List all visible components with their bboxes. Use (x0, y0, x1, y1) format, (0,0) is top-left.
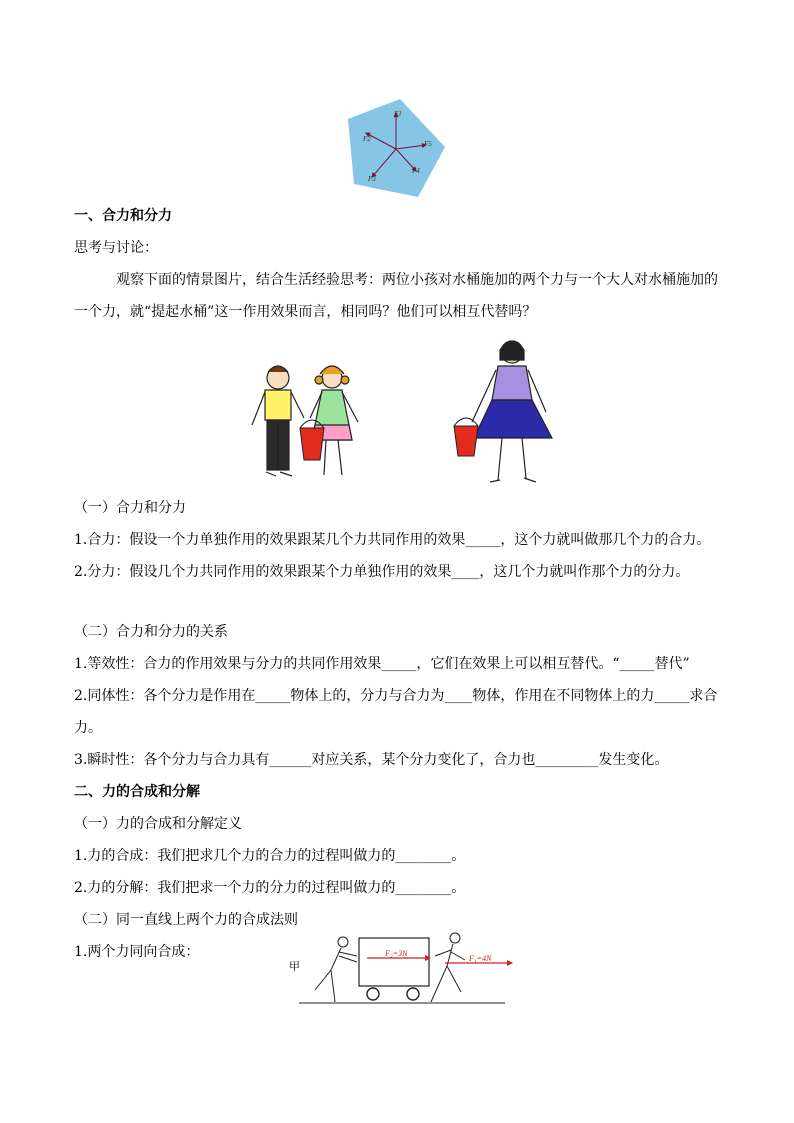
cart-box (359, 938, 429, 986)
item-resultant-force: 1.合力：假设一个力单独作用的效果跟某几个力共同作用的效果_____，这个力就叫做那几个力的合力。 (74, 532, 711, 548)
woman-figure (472, 341, 552, 482)
item-same-direction: 1.两个力同向合成： (74, 944, 200, 960)
item-instantaneity: 3.瞬时性：各个分力与合力具有______对应关系，某个分力变化了，合力也_________发生变化。 (74, 752, 669, 768)
section-2-subsection-1-title: （一）力的合成和分解定义 (74, 816, 242, 832)
force-label-f2-cart: F₂=3N (385, 949, 408, 958)
label-jia: 甲 (289, 960, 300, 973)
item-composition: 1.力的合成：我们把求几个力的合力的过程叫做力的________。 (74, 848, 466, 864)
item-same-body-line-1: 2.同体性：各个分力是作用在_____物体上的，分力与合力为____物体，作用在不同物体上的力_____求合 (74, 688, 718, 704)
bucket-carrying-illustration (240, 330, 560, 490)
force-label-f2: F2 (363, 135, 371, 143)
cart-wheel-right (407, 988, 419, 1000)
cart-wheel-left (367, 988, 379, 1000)
discussion-label: 思考与讨论： (74, 240, 158, 256)
section-2-heading: 二、力的合成和分解 (74, 784, 200, 800)
item-equivalence: 1.等效性：合力的作用效果与分力的共同作用效果_____，它们在效果上可以相互替代。“_____替代” (74, 656, 690, 672)
item-same-body-line-2: 力。 (74, 720, 102, 736)
force-label-f3: F3 (368, 175, 376, 183)
force-label-f4: F4 (412, 167, 420, 175)
subsection-2-title: （二）合力和分力的关系 (74, 624, 228, 640)
item-component-force: 2.分力：假设几个力共同作用的效果跟某个力单独作用的效果____，这几个力就叫作那个力的分力。 (74, 564, 690, 580)
discussion-paragraph-line-2: 一个力，就“提起水桶”这一作用效果而言，相同吗？他们可以相互代替吗？ (74, 304, 537, 320)
force-label-f1: F1 (394, 110, 402, 118)
force-label-f1-cart: F₁=4N (469, 954, 492, 963)
force-label-f5: F5 (424, 140, 432, 148)
boy-figure (252, 366, 304, 476)
discussion-paragraph-line-1: 观察下面的情景图片，结合生活经验思考：两位小孩对水桶施加的两个力与一个大人对水桶施加的 (116, 272, 718, 288)
pentagon-force-diagram (348, 99, 448, 199)
section-1-heading: 一、合力和分力 (74, 208, 172, 224)
cart-force-figure (285, 930, 515, 1010)
subsection-1-title: （一）合力和分力 (74, 500, 186, 516)
pusher-figure (315, 937, 357, 1002)
woman-bucket (454, 418, 478, 456)
item-decomposition: 2.力的分解：我们把求一个力的分力的过程叫做力的________。 (74, 880, 466, 896)
section-2-subsection-2-title: （二）同一直线上两个力的合成法则 (74, 912, 298, 928)
puller-figure (431, 933, 465, 1002)
